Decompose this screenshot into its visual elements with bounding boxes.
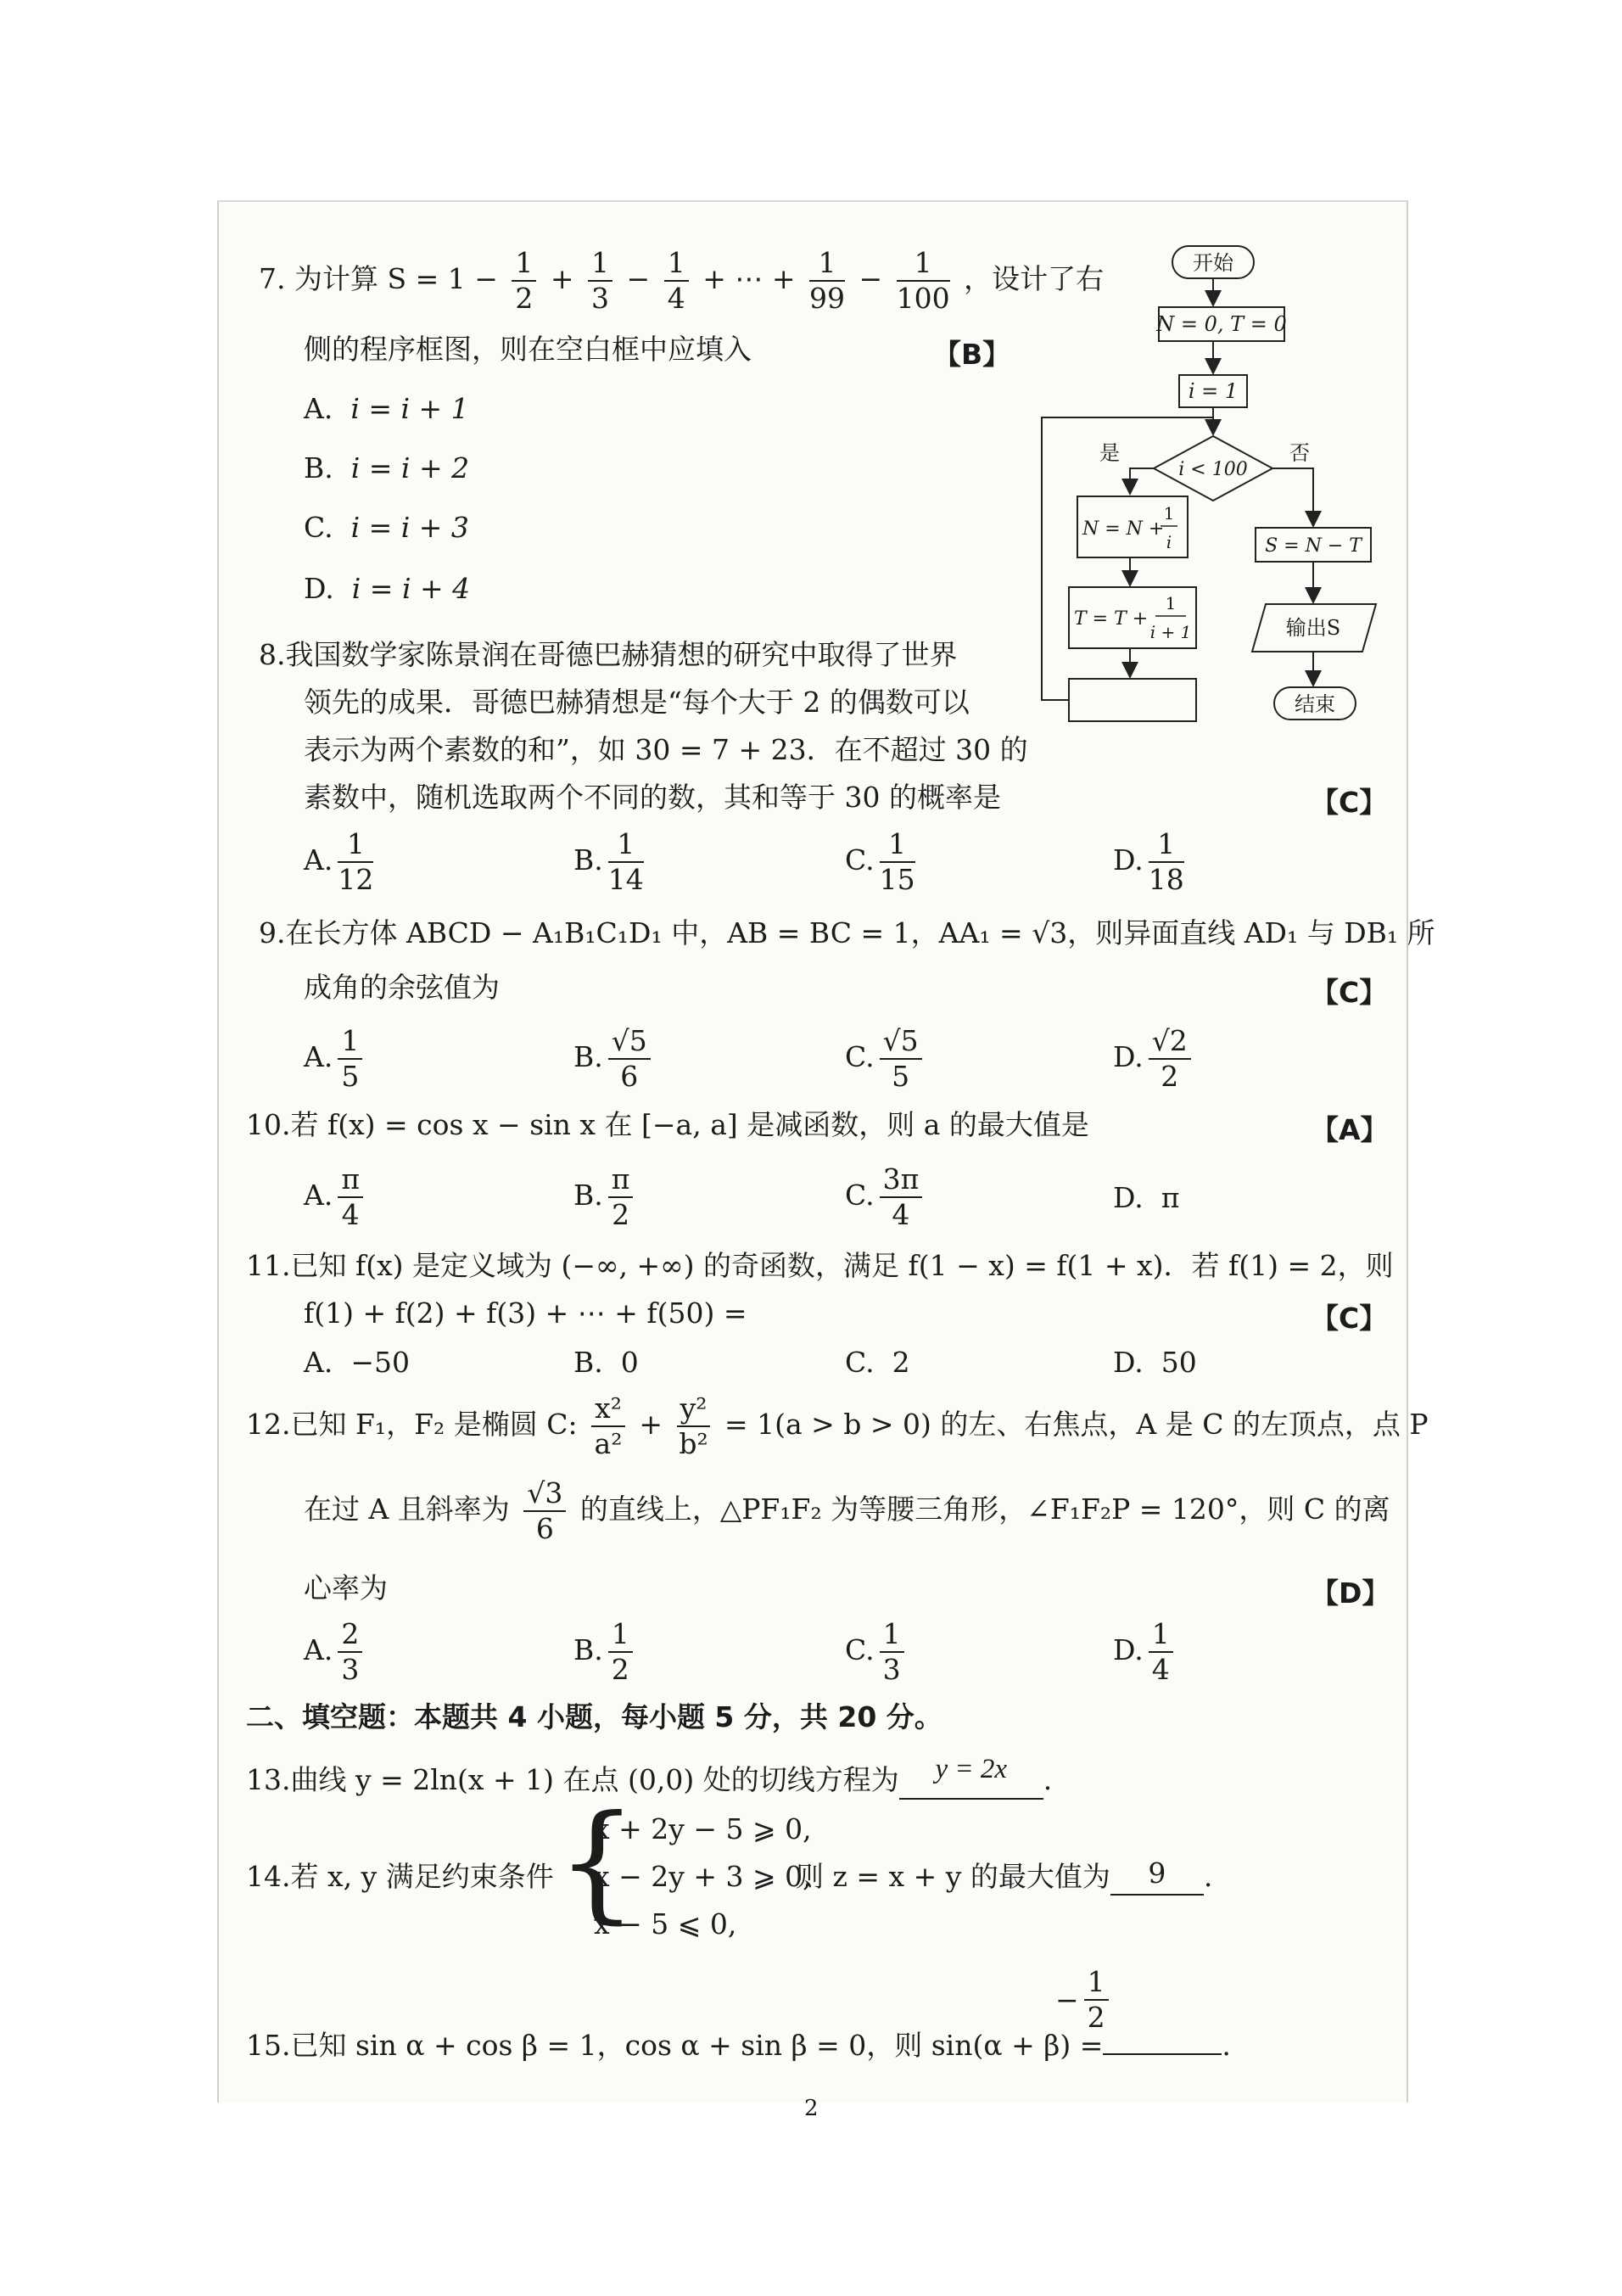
q9-line1: 9.在长方体 ABCD − A₁B₁C₁D₁ 中，AB = BC = 1，AA₁ = √3，则异面直线 AD₁ 与 DB₁ 所 [259,916,1435,949]
q8-answer: 【C】 [1311,786,1388,819]
q12-line2: 在过 A 且斜率为 $\frac{√3}{6}$ 的直线上，△PF₁F₂ 为等腰三角形，∠F₁F₂P = 120°，则 C 的离 [304,1476,1390,1545]
q9-option-d: D. $\frac{√2}{2}$ [1113,1024,1196,1094]
q7-option-c: C. i = i + 3 [304,511,469,544]
constraint-2: x − 2y + 3 ⩾ 0, [594,1860,812,1893]
question-number: 7. [259,262,286,295]
yes-label: 是 [1099,441,1120,465]
q10-option-a: A. $\frac{\pi}{4}$ [304,1162,368,1232]
page-number: 2 [804,2096,819,2121]
operator: + ⋯ + [702,262,796,295]
operator: + [550,262,574,295]
fraction: $\frac{1}{100}$ [896,246,950,315]
fraction: $\frac{1}{99}$ [808,246,845,315]
q10-answer: 【A】 [1311,1113,1389,1146]
q14-line: 14.若 x, y 满足约束条件 [246,1860,554,1893]
q11-option-d: D. 50 [1113,1346,1197,1379]
q12-option-b: B. $\frac{1}{2}$ [573,1617,638,1687]
no-label: 否 [1289,441,1310,465]
fraction: $\frac{1}{2}$ [512,246,536,316]
q7-option-b: B. i = i + 2 [304,451,470,484]
q8-line3: 表示为两个素数的和”，如 30 = 7 + 23．在不超过 30 的 [304,733,1028,766]
output-label: 输出S [1285,616,1341,640]
q12-answer: 【D】 [1311,1576,1390,1610]
t-update-den: i + 1 [1149,622,1192,642]
q11-answer: 【C】 [1311,1302,1388,1335]
t-update-label: T = T + [1074,608,1149,630]
section-heading: 二、填空题：本题共 4 小题，每小题 5 分，共 20 分。 [246,1700,942,1733]
t-update-num: 1 [1165,593,1177,613]
q11-line2: f(1) + f(2) + f(3) + ⋯ + f(50) = [304,1296,747,1330]
q9-answer: 【C】 [1311,976,1388,1009]
q14-answer-blank: 9 [1110,1860,1204,1896]
q13-answer-blank: y = 2x [899,1763,1043,1800]
q13-line: 13.曲线 y = 2ln(x + 1) 在点 (0,0) 处的切线方程为 y = 2x . [246,1763,1052,1800]
q15-answer-blank [1103,2021,1222,2055]
q12-option-c: C. $\frac{1}{3}$ [845,1617,909,1687]
constraint-1: x + 2y − 5 ⩾ 0, [594,1812,812,1845]
q8-line1: 8.我国数学家陈景润在哥德巴赫猜想的研究中取得了世界 [259,638,958,671]
q8-option-b: B. $\frac{1}{14}$ [573,827,644,896]
q7-text-end: ，设计了右 [964,262,1105,295]
q8-option-d: D. $\frac{1}{18}$ [1113,827,1184,896]
constraint-brace: { [557,1789,638,1936]
n-update-num: 1 [1163,503,1175,524]
q11-option-b: B. 0 [573,1346,639,1379]
q12-line1: 12.已知 F₁，F₂ 是椭圆 C: $\frac{\text{x²}}{\text{a²}}$ + $\frac{\text{y²}}{\text{b²}}$ = 1(a > b > 0) 的左、右焦点，A 是 C 的左顶点，点 P [246,1392,1429,1460]
q7-option-a: A. i = i + 1 [304,392,469,425]
q7-answer: 【B】 [933,338,1011,371]
q12-line3: 心率为 [304,1571,388,1604]
q7-line1 [259,246,1104,316]
fraction: $\frac{1}{3}$ [588,246,612,316]
q9-option-b: B. $\frac{√5}{6}$ [573,1024,656,1094]
constraint-3: x − 5 ⩽ 0, [594,1907,737,1940]
q8-line4: 素数中，随机选取两个不同的数，其和等于 30 的概率是 [304,781,1001,814]
q7-formula-start: S = 1 − [387,262,498,295]
start-label: 开始 [1193,251,1233,275]
q10-option-b: B. $\frac{\pi}{2}$ [573,1162,638,1232]
operator: − [859,262,883,295]
q14-question: 则 z = x + y 的最大值为 9 . [796,1860,1212,1896]
q11-line1: 11.已知 f(x) 是定义域为 (−∞, +∞) 的奇函数，满足 f(1 − x) = f(1 + x)．若 f(1) = 2，则 [246,1249,1394,1282]
q11-option-a: A. −50 [304,1346,410,1379]
condition-label: i < 100 [1178,459,1248,480]
q12-option-a: A. $\frac{2}{3}$ [304,1617,367,1687]
q15-fill: − $\frac{1}{2}$ [1055,1965,1114,2035]
q12-option-d: D. $\frac{1}{4}$ [1113,1617,1178,1687]
fraction: $\frac{1}{4}$ [664,246,689,316]
q8-line2: 领先的成果．哥德巴赫猜想是“每个大于 2 的偶数可以 [304,686,970,719]
end-label: 结束 [1295,692,1335,716]
n-update-den: i [1166,532,1172,552]
q7-text: 为计算 [294,262,378,295]
operator: − [626,262,651,295]
n-update-label: N = N + [1082,518,1165,540]
i-init-label: i = 1 [1188,379,1239,403]
blank-box [1069,679,1196,721]
s-calc-label: S = N − T [1265,535,1362,557]
q8-option-a: A. $\frac{1}{12}$ [304,827,374,896]
init-label: N = 0, T = 0 [1156,312,1287,336]
q9-option-c: C. $\frac{√5}{5}$ [845,1024,927,1094]
q10-option-d: D. π [1113,1181,1180,1214]
q10-option-c: C. $\frac{3\pi}{4}$ [845,1162,927,1232]
q8-option-c: C. $\frac{1}{15}$ [845,827,915,896]
q15-line: 15.已知 sin α + cos β = 1，cos α + sin β = 0，则 sin(α + β) = . [246,2021,1231,2063]
program-flowchart [1026,238,1400,755]
q10-line1: 10.若 f(x) = cos x − sin x 在 [−a, a] 是减函数，则 a 的最大值是 [246,1108,1089,1141]
q11-option-c: C. 2 [845,1346,910,1379]
q9-line2: 成角的余弦值为 [304,971,500,1004]
q7-option-d: D. i = i + 4 [304,572,471,605]
q9-option-a: A. $\frac{1}{5}$ [304,1024,367,1094]
q7-line2: 侧的程序框图，则在空白框中应填入 [304,333,752,366]
